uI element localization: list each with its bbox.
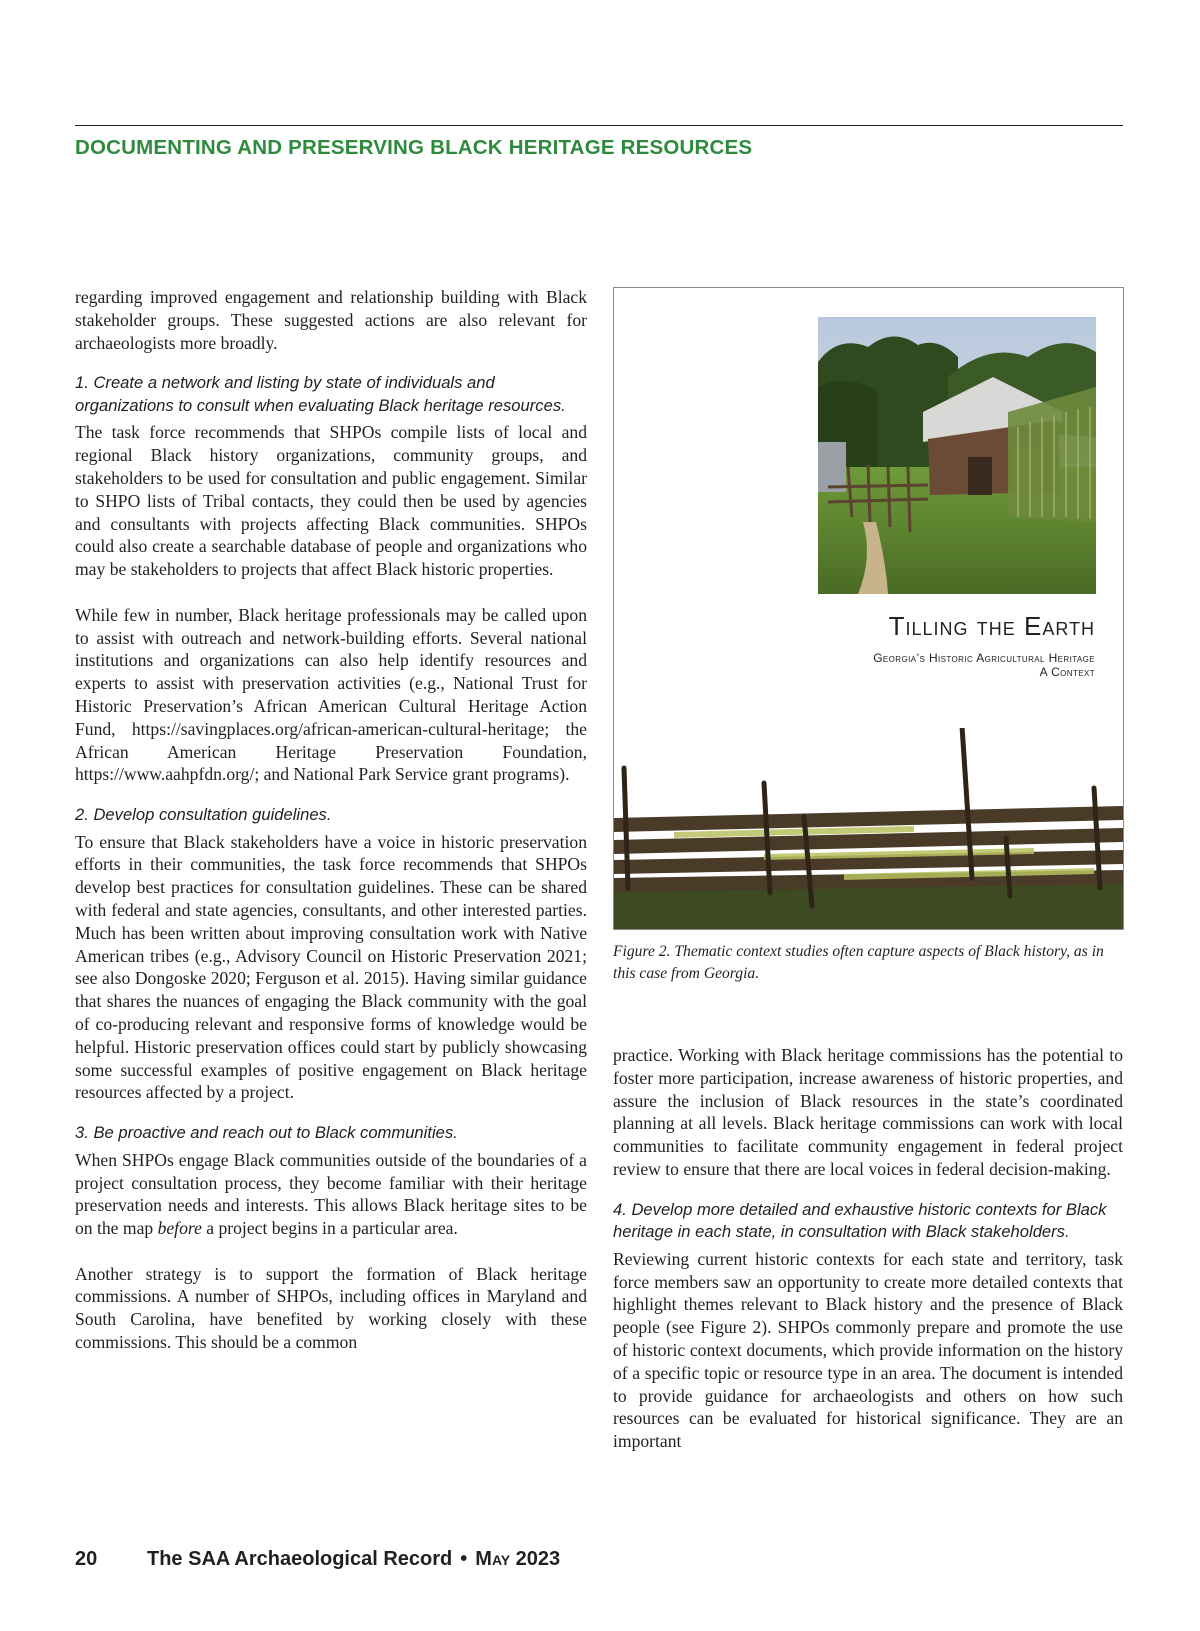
figure-subtitle-line1: Georgia’s Historic Agricultural Heritage: [873, 651, 1095, 665]
right-column: [613, 1044, 1123, 1453]
emphasis-before: before: [157, 1218, 202, 1239]
paragraph-heritage-professionals: While few in number, Black heritage professionals may be called upon to assist with outreach and network-building efforts. Several national institutions and organizations can also help identify resources and experts to assist with preservation activities (e.g., National Trust for Historic Preservation’s African American Cultural Heritage Action Fund, https://savingplaces.org/african-american-cultural-heritage; the African American Heritage Preservation Foundation, https://www.aahpfdn.org/; and National Park Service grant programs).: [75, 604, 587, 785]
paragraph-heritage-commissions: Another strategy is to support the formation of Black heritage commissions. A number of SHPOs, including offices in Maryland and South Carolina, have benefited by working closely with these commissions. This should be a common: [75, 1263, 587, 1353]
figure-subtitle: [873, 651, 1095, 679]
figure-title: Tilling the Earth: [888, 611, 1095, 641]
heading-proactive-outreach: 3. Be proactive and reach out to Black communities.: [75, 1123, 458, 1143]
figure-subtitle-line2: A Context: [1039, 665, 1095, 679]
paragraph-proactive-part2: a project begins in a particular area.: [201, 1218, 458, 1239]
intro-paragraph: regarding improved engagement and relationship building with Black stakeholder groups. These suggested actions are also relevant for archaeologists more broadly.: [75, 287, 587, 353]
barn-photo: [818, 317, 1096, 594]
paragraph-commissions-continued: practice. Working with Black heritage commissions has the potential to foster more participation, increase awareness of historic properties, and assure the inclusion of Black resources in the state’s coordinated planning at all levels. Black heritage commissions can work with local communities to facilitate community engagement in federal project review to ensure that there are local voices in federal decision-making.: [613, 1045, 1123, 1179]
heading-network-listing: 1. Create a network and listing by state of individuals and organizations to consult when evaluating Black heritage resources.: [75, 373, 566, 415]
paragraph-proactive: [75, 1149, 587, 1240]
section-title: DOCUMENTING AND PRESERVING BLACK HERITAGE RESOURCES: [75, 136, 753, 159]
figure-2: [613, 287, 1124, 930]
paragraph-proactive-part1: When SHPOs engage Black communities outside of the boundaries of a project consultation process, they become familiar with their heritage preservation needs and interests. This allows Black heritage sites to be on the map: [75, 1149, 587, 1239]
issue-date: May 2023: [475, 1548, 561, 1570]
fence-photo: [614, 728, 1123, 929]
figure-caption: Figure 2. Thematic context studies often capture aspects of Black history, as in this case from Georgia.: [613, 943, 1104, 982]
left-column: [75, 286, 587, 1354]
heading-consultation-guidelines: 2. Develop consultation guidelines.: [75, 805, 332, 825]
footer-bullet: •: [460, 1548, 468, 1570]
journal-name: The SAA Archaeological Record: [147, 1548, 453, 1570]
paragraph-network-lists: The task force recommends that SHPOs compile lists of local and regional Black history organizations, community groups, and stakeholders to be used for consultation and public engagement. Similar to SHPO lists of Tribal contacts, they could then be used by agencies and consultants with projects affecting Black communities. SHPOs could also create a searchable database of people and organizations who may be stakeholders to projects that affect Black historic properties.: [75, 422, 587, 580]
heading-historic-contexts: 4. Develop more detailed and exhaustive historic contexts for Black heritage in each state, in consultation with Black stakeholders.: [613, 1199, 1107, 1242]
page-number: 20: [75, 1548, 98, 1570]
header-rule: [75, 125, 1123, 126]
paragraph-historic-contexts: Reviewing current historic contexts for each state and territory, task force members saw an opportunity to create more detailed contexts that highlight themes relevant to Black history and the presence of Black people (see Figure 2). SHPOs commonly prepare and promote the use of historic context documents, which provide information on the history of a specific topic or resource type in an area. The document is intended to provide guidance for archaeologists and others on how such resources can be evaluated for historical significance. They are an important: [613, 1248, 1123, 1452]
paragraph-consultation: To ensure that Black stakeholders have a voice in historic preservation efforts in their communities, the task force recommends that SHPOs develop best practices for consultation guidelines. These can be shared with federal and state agencies, consultants, and other interested parties. Much has been written about improving consultation work with Native American tribes (e.g., Advisory Council on Historic Preservation 2021; see also Dongoske 2020; Ferguson et al. 2015). Having similar guidance that shares the nuances of engaging the Black community with the goal of co-producing relevant and responsive forms of knowledge would be helpful. Historic preservation offices could start by publicly showcasing some successful examples of positive engagement on Black heritage resources affected by a project.: [75, 831, 587, 1103]
page-footer: [75, 1548, 560, 1571]
